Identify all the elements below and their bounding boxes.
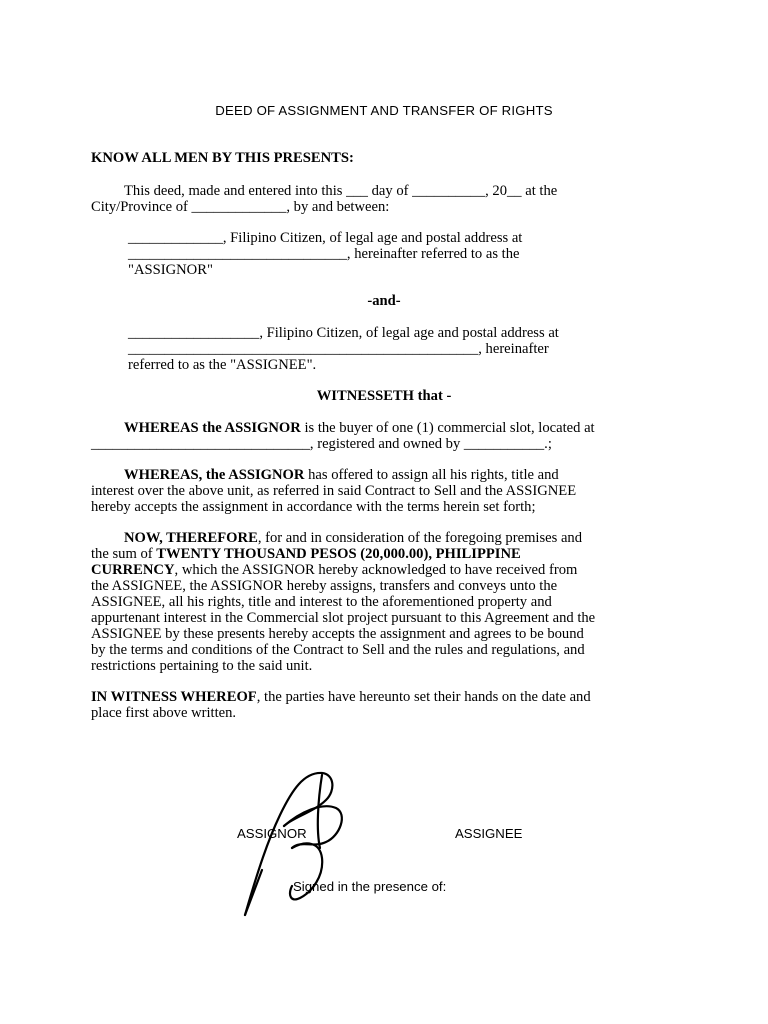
intro-line-1: This deed, made and entered into this ___ day of __________, 20__ at the: [124, 183, 558, 199]
currency-label: CURRENCY: [91, 562, 175, 578]
whereas-2-bold: WHEREAS, the ASSIGNOR: [124, 467, 305, 483]
presence-label: Signed in the presence of:: [293, 879, 447, 894]
assignee-line-3: referred to as the "ASSIGNEE".: [128, 357, 317, 373]
now-therefore-bold: NOW, THEREFORE: [124, 530, 258, 546]
in-witness-line-1-rest: , the parties have hereunto set their hands on the date and: [256, 689, 591, 705]
now-therefore-line-3-rest: , which the ASSIGNOR hereby acknowledged to have received from: [174, 562, 578, 578]
now-therefore-line-8: by the terms and conditions of the Contract to Sell and the rules and regulations, and: [91, 642, 585, 658]
assignee-line-1: __________________, Filipino Citizen, of legal age and postal address at: [128, 325, 559, 341]
consideration-amount: TWENTY THOUSAND PESOS (20,000.00), PHILIPPINE: [156, 546, 521, 562]
whereas-2-line-3: hereby accepts the assignment in accordance with the terms herein set forth;: [91, 499, 536, 515]
now-therefore-line-2-start: the sum of: [91, 546, 157, 562]
whereas-1-line-2: ______________________________, registered and owned by ___________.;: [91, 436, 552, 452]
now-therefore-line-9: restrictions pertaining to the said unit.: [91, 658, 313, 674]
intro-line-2: City/Province of _____________, by and between:: [91, 199, 390, 215]
now-therefore-line-6: appurtenant interest in the Commercial slot project pursuant to this Agreement and the: [91, 610, 596, 626]
whereas-2-line-1-rest: has offered to assign all his rights, title and: [304, 467, 559, 483]
and-separator: -and-: [367, 293, 401, 309]
whereas-1-bold: WHEREAS the ASSIGNOR: [124, 420, 301, 436]
in-witness-line-2: place first above written.: [91, 705, 237, 721]
assignee-signature-label: ASSIGNEE: [455, 826, 523, 841]
assignee-line-2: ________________________________________________, hereinafter: [128, 341, 549, 357]
document-title: DEED OF ASSIGNMENT AND TRANSFER OF RIGHTS: [215, 103, 553, 118]
witnesseth-heading: WITNESSETH that -: [316, 388, 452, 404]
whereas-2-line-2: interest over the above unit, as referred in said Contract to Sell and the ASSIGNEE: [91, 483, 577, 499]
now-therefore-line-5: ASSIGNEE, all his rights, title and interest to the aforementioned property and: [91, 594, 552, 610]
now-therefore-line-7: ASSIGNEE by these presents hereby accepts the assignment and agrees to be bound: [91, 626, 584, 642]
whereas-1-line-1-rest: is the buyer of one (1) commercial slot, located at: [300, 420, 595, 436]
assignor-line-1: _____________, Filipino Citizen, of legal age and postal address at: [128, 230, 523, 246]
now-therefore-line-4: the ASSIGNEE, the ASSIGNOR hereby assigns, transfers and conveys unto the: [91, 578, 558, 594]
in-witness-bold: IN WITNESS WHEREOF: [91, 689, 257, 705]
now-therefore-line-1-rest: , for and in consideration of the foregoing premises and: [257, 530, 583, 546]
assignor-signature-label: ASSIGNOR: [237, 826, 307, 841]
opening-heading: KNOW ALL MEN BY THIS PRESENTS:: [91, 150, 354, 166]
assignor-line-3: "ASSIGNOR": [128, 262, 213, 278]
assignor-line-2: ______________________________, hereinafter referred to as the: [128, 246, 520, 262]
